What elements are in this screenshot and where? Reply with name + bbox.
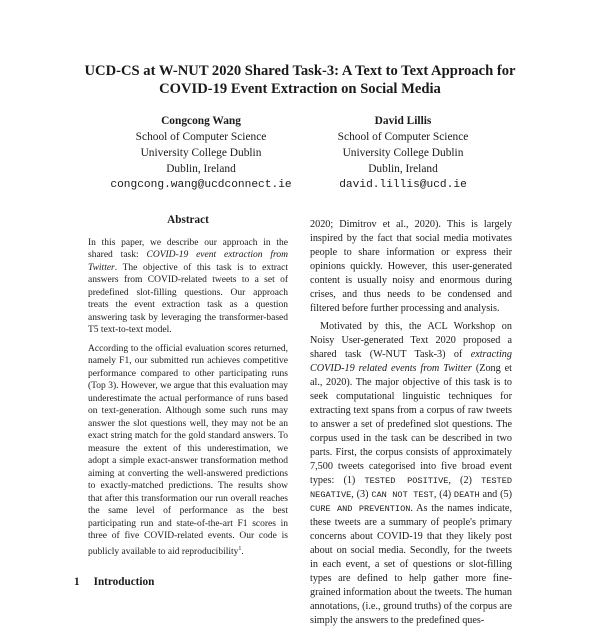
event-type-1: TESTED POSITIVE bbox=[364, 476, 449, 486]
abstract-heading: Abstract bbox=[167, 214, 209, 226]
abstract-text: According to the official evaluation scores returned, namely F1, our submitted run achieves competitive performance compared to other participating runs (Top 3). However, we argue that this evaluation may underestimate the actual performance of runs based on text-generation. Although some such runs may answer the slot questions well, they may not be an exact string match for the gold standard answers. To measure the extent of this underestimation, we adopt a simple exact-answer transformation method aiming at converting the well-answered predictions to exactly-matched predictions. The results show that after this transformation our run overall reaches the same level of performance as the best participating run and state-of-the-art F1 scores in three of five COVID-related events. Our code is publicly available to aid reproducibility bbox=[88, 343, 288, 557]
intro-text: (Zong et al., 2020). The major objective of this task is to seek computational linguistic techniques for extracting text spans from a corpus of raw tweets to answer a set of predefined slot questions. The corpus used in the task can be described in two parts. First, the corpus consists of approximately 7,500 tweets categorised into five broad event types: (1) bbox=[310, 363, 513, 486]
section-title: Introduction bbox=[93, 576, 155, 588]
author-email: congcong.wang@ucdconnect.ie bbox=[110, 179, 292, 191]
intro-text: , (2) bbox=[448, 475, 482, 486]
paper-title-line-1: UCD-CS at W-NUT 2020 Shared Task-3: A Text to Text Approach for bbox=[84, 63, 516, 79]
intro-text: and (5) bbox=[479, 489, 512, 500]
abstract-paragraph-1 bbox=[88, 237, 288, 337]
abstract-paragraph-2: According to the official evaluation scores returned, namely F1, our submitted run achieves competitive performance compared to other participating runs (Top 3). However, we argue that this evaluation may underestimate the actual performance of runs based on text-generation. Although some such runs may answer the slot questions well, they may not be an exact string match for the gold standard answers. To measure the extent of this underestimation, we adopt a simple exact-answer transformation method aiming at converting the well-answered predictions to exactly-matched predictions. The results show that after this transformation our run overall reaches the same level of performance as the best participating run and state-of-the-art F1 scores in three of five COVID-related events. Our code is publicly available to aid reproducibility$^1$. bbox=[88, 343, 288, 557]
footnote-marker: 1 bbox=[238, 545, 242, 552]
intro-text: , (4) bbox=[433, 489, 454, 500]
section-heading-introduction bbox=[74, 576, 154, 588]
event-type-4: DEATH bbox=[453, 490, 480, 500]
abstract-text: In this paper, we describe our approach in the shared task: bbox=[88, 237, 288, 260]
section-number: 1 bbox=[74, 576, 80, 588]
abstract-task-name: COVID-19 event extraction from Twitter bbox=[88, 250, 288, 273]
event-type-5: CURE AND PREVENTION bbox=[310, 504, 411, 514]
intro-text: . As the names indicate, these tweets are a summary of people's primary concerns about COVID-19 that they likely post about on social media. Secondly, for the tweets in each event, a set of questions or slot-filling types are defined to help gather more fine-grained information about the tweets. The human annotations, (i.e., ground truths) of the corpus are simply the answers to the predefined ques- bbox=[310, 503, 512, 626]
author-name: David Lillis bbox=[374, 115, 432, 127]
left-column bbox=[88, 214, 288, 558]
abstract-text: . The objective of this task is to extract answers from COVID-related tweets to a set of predefined slot-filling questions. Our approach treats the event extraction task as a question answering task by leveraging the transformer-based T5 text-to-text model. bbox=[88, 262, 288, 335]
author-location: Dublin, Ireland bbox=[368, 163, 438, 175]
author-institution: University College Dublin bbox=[342, 147, 464, 159]
author-block-1 bbox=[86, 113, 316, 193]
event-type-3: CAN NOT TEST bbox=[371, 490, 434, 500]
author-institution: University College Dublin bbox=[140, 147, 262, 159]
intro-paragraph-1: 2020; Dimitrov et al., 2020). This is largely inspired by the fact that social media motivates people to share information or express their opinions quickly. However, this user-generated content is usually noisy and enormous during crises, and thus needs to be condensed and filtered before further processing and analysis. bbox=[310, 219, 512, 314]
author-department: School of Computer Science bbox=[135, 131, 267, 143]
author-block-2 bbox=[288, 113, 518, 193]
author-email: david.lillis@ucd.ie bbox=[339, 179, 467, 191]
right-column bbox=[310, 218, 512, 628]
author-location: Dublin, Ireland bbox=[166, 163, 236, 175]
intro-text: Motivated by this, the ACL Workshop on Noisy User-generated Text 2020 proposed a shared task (W-NUT Task-3) of bbox=[310, 321, 512, 360]
author-department: School of Computer Science bbox=[337, 131, 469, 143]
paper-title-line-2: COVID-19 Event Extraction on Social Media bbox=[159, 81, 441, 97]
intro-paragraph-2 bbox=[310, 320, 512, 628]
author-name: Congcong Wang bbox=[161, 115, 241, 127]
shared-task-title: extracting COVID-19 related events from Twitter bbox=[310, 349, 512, 374]
intro-text: , (3) bbox=[351, 489, 372, 500]
event-type-2: TESTED NEGATIVE bbox=[310, 476, 513, 500]
